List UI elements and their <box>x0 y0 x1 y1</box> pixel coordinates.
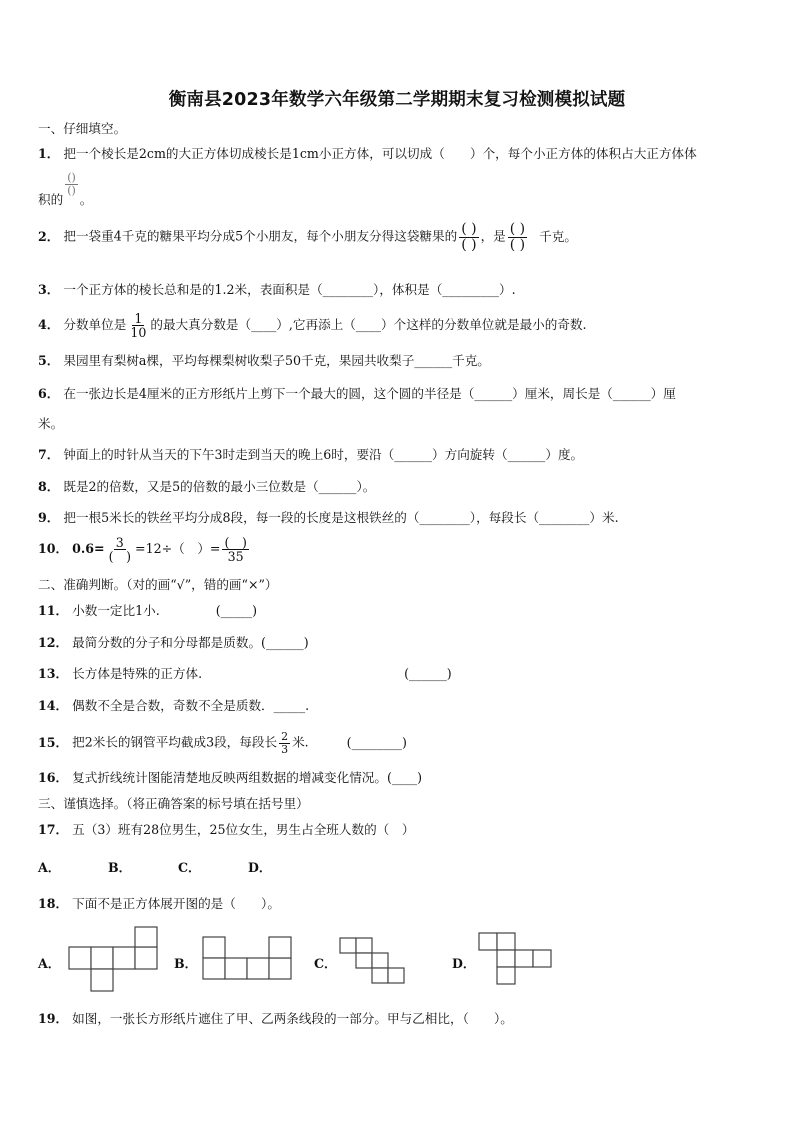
question-number: 2． <box>38 228 60 244</box>
question-number: 12． <box>38 635 69 650</box>
question-8 <box>38 478 375 496</box>
net-square <box>340 938 356 953</box>
question-text: 长方体是特殊的正方体. <box>72 666 203 681</box>
question-number: 17． <box>38 822 69 837</box>
net-square <box>356 953 372 968</box>
question-text: 一个正方体的棱长总和是的1.2米，表面积是（________），体积是（_________）. <box>63 282 516 297</box>
question-6 <box>38 385 676 403</box>
net-square <box>497 967 515 984</box>
question-13 <box>38 665 452 683</box>
net-square <box>113 947 135 969</box>
question-12 <box>38 634 309 652</box>
question-1-cont <box>38 170 93 207</box>
fraction-denominator: 35 <box>227 549 244 565</box>
question-number: 6． <box>38 386 60 401</box>
option-b-label: B． <box>174 956 198 971</box>
question-number: 3． <box>38 282 60 297</box>
cube-net-b <box>200 934 296 982</box>
question-text: 果园里有梨树a棵，平均每棵梨树收梨子50千克，果园共收梨子______千克。 <box>63 353 490 368</box>
fraction-numerator: 3 <box>115 535 124 550</box>
question-number: 13． <box>38 666 69 681</box>
net-square <box>372 953 388 968</box>
cube-net-d <box>476 930 554 988</box>
net-square <box>69 947 91 969</box>
section-heading-3: 三、谨慎选择。（将正确答案的标号填在括号里） <box>38 796 309 811</box>
fraction-numerator: ( ) <box>509 221 526 237</box>
question-number: 14． <box>38 698 69 713</box>
cube-net-c <box>337 936 413 986</box>
net-square <box>515 950 533 967</box>
option-c-label: C． <box>314 956 337 971</box>
fraction-denominator: ( ) <box>461 236 477 253</box>
option-b-label: B． <box>108 860 132 875</box>
question-end: 千克。 <box>539 228 577 244</box>
question-number: 18． <box>38 896 69 911</box>
net-square <box>91 969 113 991</box>
fraction-numerator: 1 <box>134 311 143 326</box>
net-square <box>388 968 404 983</box>
section-heading-1: 一、仔细填空。 <box>38 121 127 136</box>
question-text: 把2米长的钢管平均截成3段，每段长 <box>72 734 278 750</box>
question-text: 把一个棱长是2cm的大正方体切成棱长是1cm小正方体，可以切成（ ）个，每个小正方体的体积占大正方体体 <box>63 146 697 161</box>
question-17 <box>38 821 414 839</box>
question-6-cont: 米。 <box>38 416 64 431</box>
fraction <box>222 536 248 563</box>
fraction-denominator: 3 <box>281 742 289 756</box>
net-square <box>203 958 225 979</box>
question-number: 1． <box>38 146 60 161</box>
cube-net-a <box>66 926 160 994</box>
question-18 <box>38 895 280 913</box>
question-text: 把一袋重4千克的糖果平均分成5个小朋友，每个小朋友分得这袋糖果的 <box>63 228 458 244</box>
option-c-label: C． <box>178 860 201 875</box>
option-d-label: D． <box>248 860 272 875</box>
fraction <box>459 222 478 252</box>
question-text: 如图，一张长方形纸片遮住了甲、乙两条线段的一部分。甲与乙相比，（ ）。 <box>72 1011 513 1026</box>
net-square <box>225 958 247 979</box>
fraction-numerator: ( ) <box>461 221 477 237</box>
question-end: 。 <box>79 191 93 207</box>
question-number: 7． <box>38 447 60 462</box>
fraction-numerator: ( ) <box>224 535 247 550</box>
question-text-post: 的最大真分数是（____）,它再添上（____）个这样的分数单位就是最小的奇数. <box>150 317 587 333</box>
fraction-denominator: () <box>67 183 76 197</box>
answer-blank: (______) <box>404 666 452 681</box>
option-a-label: A． <box>38 956 61 971</box>
option-d-label: D． <box>452 956 476 971</box>
question-number: 9． <box>38 510 60 525</box>
question-5 <box>38 352 490 370</box>
net-square <box>135 947 157 969</box>
question-11 <box>38 602 257 620</box>
net-square <box>91 947 113 969</box>
fraction <box>508 222 527 252</box>
question-text: 在一张边长是4厘米的正方形纸片上剪下一个最大的圆，这个圆的半径是（______）厘米，周长是（______）厘 <box>63 386 676 401</box>
question-text-cont: 积的 <box>38 191 64 207</box>
question-mid: ，是 <box>480 228 506 244</box>
question-text: 钟面上的时针从当天的下午3时走到当天的晚上6时，要沿（______）方向旋转（______）度。 <box>63 447 584 462</box>
question-text: 小数一定比1小. <box>72 603 160 618</box>
fraction-denominator: ( ) <box>108 549 132 565</box>
net-square <box>497 933 515 950</box>
question-4 <box>38 312 587 339</box>
question-10 <box>38 536 251 563</box>
net-square <box>372 968 388 983</box>
question-mid: =12÷（ ）= <box>135 541 221 557</box>
option-a-label: A． <box>38 860 61 875</box>
question-text: 分数单位是 <box>63 317 127 333</box>
net-square <box>203 937 225 958</box>
section-heading-2: 二、准确判断。（对的画“√”，错的画“×”） <box>38 577 278 592</box>
net-square <box>269 958 291 979</box>
net-square <box>497 950 515 967</box>
question-14 <box>38 697 309 715</box>
page-title: 衡南县2023年数学六年级第二学期期末复习检测模拟试题 <box>168 90 626 110</box>
question-3 <box>38 281 516 299</box>
question-number: 15． <box>38 734 69 750</box>
question-text: 0.6= <box>72 541 105 557</box>
fraction-denominator: ( ) <box>509 236 526 253</box>
question-text: 复式折线统计图能清楚地反映两组数据的增减变化情况。(____) <box>72 770 422 785</box>
question-19 <box>38 1010 513 1028</box>
question-text: 五（3）班有28位男生，25位女生，男生占全班人数的（ ） <box>72 822 415 837</box>
question-number: 10． <box>38 541 69 557</box>
question-text-post: 米. <box>292 734 309 750</box>
question-text: 既是2的倍数，又是5的倍数的最小三位数是（______）。 <box>63 479 376 494</box>
question-1 <box>38 145 697 163</box>
question-text: 偶数不全是合数，奇数不全是质数．_____. <box>72 698 310 713</box>
question-7 <box>38 446 583 464</box>
question-number: 11． <box>38 603 69 618</box>
question-number: 16． <box>38 770 69 785</box>
question-16 <box>38 769 422 787</box>
question-9 <box>38 509 619 527</box>
fraction <box>65 172 78 196</box>
net-square <box>269 937 291 958</box>
question-number: 8． <box>38 479 60 494</box>
question-number: 5． <box>38 353 60 368</box>
answer-blank: (_____) <box>215 603 258 618</box>
question-15 <box>38 731 407 755</box>
net-square <box>479 933 497 950</box>
net-square <box>247 958 269 979</box>
fraction-numerator: 2 <box>281 730 289 743</box>
question-text: 把一根5米长的铁丝平均分成8段，每一段的长度是这根铁丝的（________），每段长（________）米. <box>63 510 619 525</box>
question-number: 4． <box>38 317 60 333</box>
net-square <box>533 950 551 967</box>
fraction <box>279 731 290 755</box>
net-square <box>135 927 157 947</box>
question-2 <box>38 222 577 252</box>
fraction <box>107 536 133 563</box>
question-text: 下面不是正方体展开图的是（ ）。 <box>72 896 280 911</box>
answer-blank: (________) <box>346 734 407 750</box>
fraction-numerator: () <box>67 171 76 184</box>
net-square <box>356 938 372 953</box>
question-number: 19． <box>38 1011 69 1026</box>
question-text: 最简分数的分子和分母都是质数。(______) <box>72 635 309 650</box>
fraction-denominator: 10 <box>130 325 147 341</box>
fraction <box>128 312 148 339</box>
